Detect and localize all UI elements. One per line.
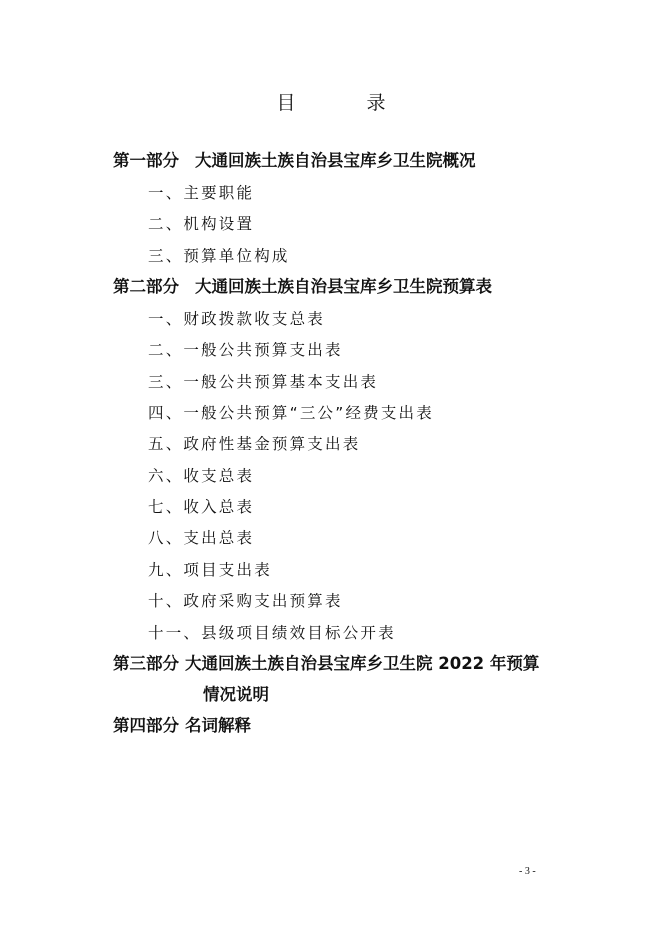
toc-part-3-continuation[interactable]: 情况说明 xyxy=(203,685,269,704)
toc-item[interactable]: 十一、县级项目绩效目标公开表 xyxy=(148,624,396,642)
toc-part-1[interactable] xyxy=(113,150,476,172)
toc-item[interactable]: 二、一般公共预算支出表 xyxy=(148,341,343,359)
toc-item[interactable]: 一、主要职能 xyxy=(148,184,255,202)
toc-item[interactable]: 五、政府性基金预算支出表 xyxy=(148,435,361,453)
toc-item[interactable]: 六、收支总表 xyxy=(148,467,255,485)
toc-part-3[interactable] xyxy=(113,653,539,675)
part-title: 大通回族土族自治县宝库乡卫生院概况 xyxy=(195,151,476,170)
toc-item[interactable]: 七、收入总表 xyxy=(148,498,255,516)
toc-title: 目 录 xyxy=(276,92,412,114)
toc-item[interactable]: 三、预算单位构成 xyxy=(148,247,290,265)
part-label: 第四部分 xyxy=(113,716,179,735)
toc-item[interactable]: 二、机构设置 xyxy=(148,215,255,233)
toc-item[interactable]: 十、政府采购支出预算表 xyxy=(148,592,343,610)
toc-item[interactable]: 一、财政拨款收支总表 xyxy=(148,310,326,328)
toc-item[interactable]: 八、支出总表 xyxy=(148,529,255,547)
part-label: 第一部分 xyxy=(113,151,179,170)
part-title: 大通回族土族自治县宝库乡卫生院预算表 xyxy=(195,277,492,296)
toc-part-2[interactable] xyxy=(113,276,492,298)
toc-part-4[interactable] xyxy=(113,715,251,737)
toc-item[interactable]: 三、一般公共预算基本支出表 xyxy=(148,373,379,391)
part-title: 名词解释 xyxy=(185,716,251,735)
part-label: 第二部分 xyxy=(113,277,179,296)
part-title: 大通回族土族自治县宝库乡卫生院 2022 年预算 xyxy=(185,654,540,673)
toc-item[interactable]: 四、一般公共预算“三公”经费支出表 xyxy=(148,404,434,422)
page-number: - 3 - xyxy=(519,866,536,877)
toc-item[interactable]: 九、项目支出表 xyxy=(148,561,272,579)
part-label: 第三部分 xyxy=(113,654,179,673)
